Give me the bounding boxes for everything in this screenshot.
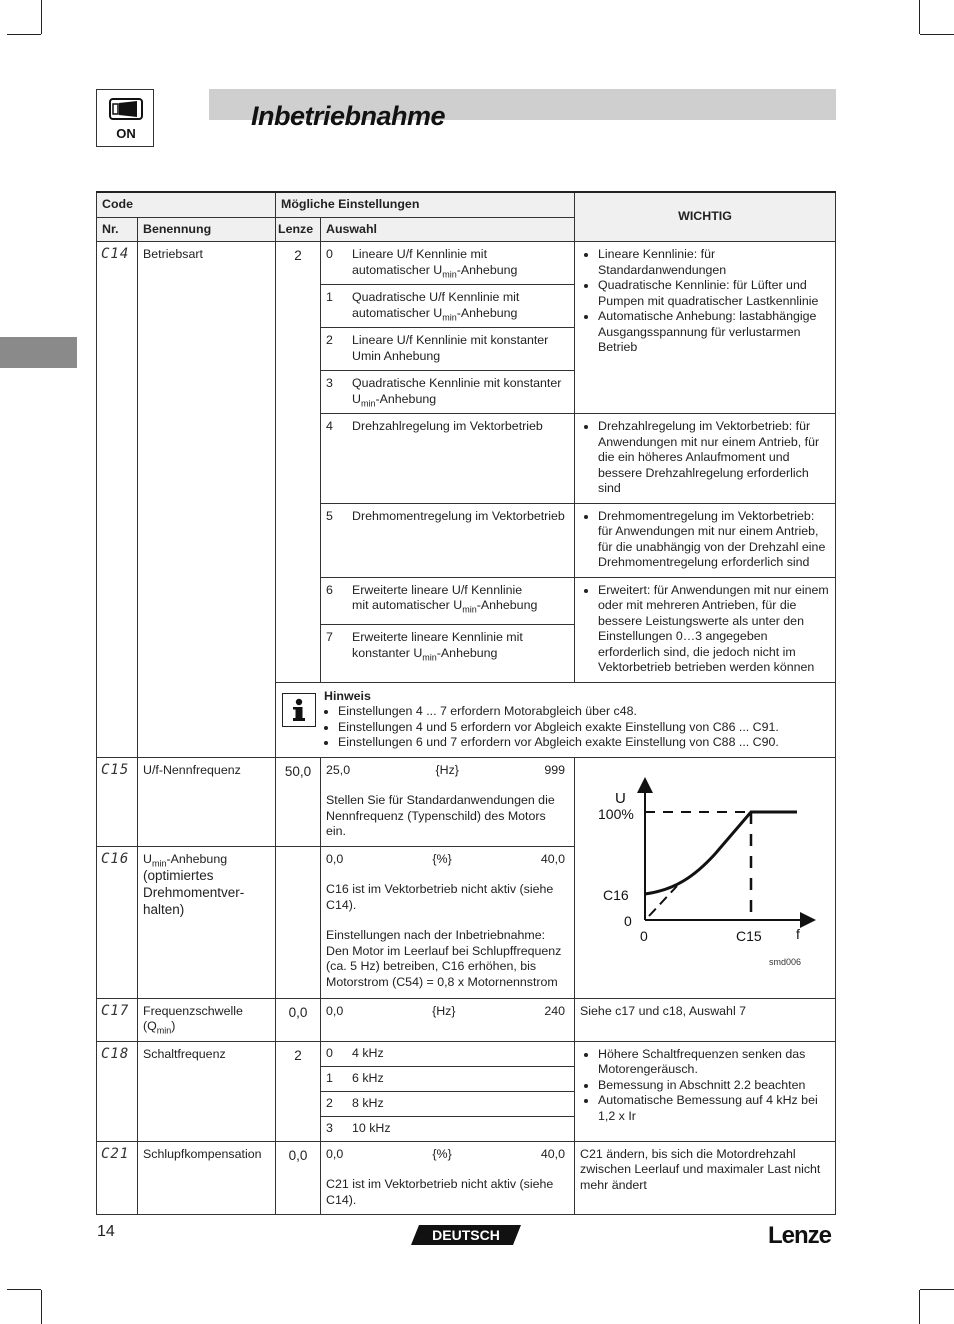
- important-c18: • Höhere Schaltfrequenzen senken das Motorengeräusch. • Bemessung in Abschnitt 2.2 beachten • Automatische Bemessung auf 4 kHz bei 1,2 x Ir: [575, 1041, 836, 1141]
- option-c14-4: 4 Drehzahlregelung im Vektorbetrieb: [321, 414, 575, 504]
- graph-zero-y: 0: [624, 912, 632, 929]
- choice-c15: 25,0 {Hz} 999 Stellen Sie für Standardanwendungen die Nennfrequenz (Typenschild) des Motors ein.: [321, 757, 575, 846]
- page-title: Inbetriebnahme: [251, 101, 446, 131]
- hint-item: • Einstellungen 4 und 5 erfordern vor Abgleich exakte Einstellung von C86 ... C91.: [338, 720, 830, 736]
- important-c21: C21 ändern, bis sich die Motordrehzahl zwischen Leerlauf und maximaler Last nicht mehr ändert: [575, 1141, 836, 1215]
- on-label: ON: [116, 126, 136, 141]
- crop-mark: [7, 1289, 41, 1290]
- crop-mark: [919, 1290, 920, 1324]
- important-c14-torque: • Drehmomentregelung im Vektorbetrieb: für Anwendungen mit nur einem Antrieb, für die unabhängig von der Drehzahl eine Drehmomentregelung erforderlich sind: [575, 503, 836, 577]
- code-c14: C14: [97, 242, 138, 758]
- name-c14: Betriebsart: [138, 242, 276, 758]
- parameter-table: [96, 191, 836, 1215]
- name-c18: Schaltfrequenz: [138, 1041, 276, 1141]
- hint-item: • Einstellungen 4 ... 7 erfordern Motorabgleich über c48.: [338, 704, 830, 720]
- header-important: WICHTIG: [575, 192, 836, 242]
- crop-mark: [920, 34, 954, 35]
- important-c14-extended: • Erweitert: für Anwendungen mit nur einem oder mit mehreren Antrieben, für die bessere Leistungswerte als unter den Einstellungen 0…3 angegeben erforderlich sind, die jedoch nicht im Vektorbetrieb betrieben werden können: [575, 577, 836, 682]
- graph-f-label: f: [796, 925, 800, 942]
- crop-mark: [919, 0, 920, 34]
- option-c14-3: 3 Quadratische Kennlinie mit konstanter $U_{min}$-Anhebung: [321, 371, 575, 414]
- lenze-logo: Lenze: [768, 1222, 832, 1249]
- graph-u-label: U: [615, 789, 626, 807]
- code-c16: C16: [97, 846, 138, 998]
- chapter-tab: [0, 337, 77, 368]
- option-c18-1: 1 6 kHz: [321, 1066, 575, 1091]
- lenze-c15: 50,0: [276, 757, 321, 846]
- crop-mark: [41, 1290, 42, 1324]
- page-number: 14: [97, 1223, 115, 1240]
- uf-characteristic-graph: [575, 757, 836, 998]
- important-c14-curves: • Lineare Kennlinie: für Standardanwendungen • Quadratische Kennlinie: für Lüfter und Pumpen mit quadratischer Lastkennlinie • Automatische Anhebung: lastabhängige Ausgangsspannung für verlustarmen Betrieb: [575, 242, 836, 414]
- code-c21: C21: [97, 1141, 138, 1215]
- crop-mark: [41, 0, 42, 34]
- header-name: Benennung: [138, 217, 276, 242]
- hint-item: • Einstellungen 6 und 7 erfordern vor Abgleich exakte Einstellung von C88 ... C90.: [338, 735, 830, 751]
- lenze-c21: 0,0: [276, 1141, 321, 1215]
- choice-c16: 0,0 {%} 40,0 C16 ist im Vektorbetrieb nicht aktiv (siehe C14). Einstellungen nach der Inbetriebnahme: Den Motor im Leerlauf bei Schlupffrequenz (ca. 5 Hz) betreiben, C16 erhöhen, bis Motorstrom (C54) = 0,8 x Motornennstrom: [321, 846, 575, 998]
- name-c21: Schlupfkompensation: [138, 1141, 276, 1215]
- language-badge: [411, 1225, 521, 1245]
- power-on-icon: [96, 89, 154, 147]
- header-code: Code: [97, 192, 276, 217]
- code-c15: C15: [97, 757, 138, 846]
- lenze-c18: 2: [276, 1041, 321, 1141]
- option-c14-2: 2 Lineare U/f Kennlinie mit konstanter Umin Anhebung: [321, 328, 575, 371]
- name-c15: U/f-Nennfrequenz: [138, 757, 276, 846]
- graph-zero-x: 0: [640, 927, 648, 944]
- code-c18: C18: [97, 1041, 138, 1141]
- header-choice: Auswahl: [321, 217, 575, 242]
- option-c14-6: 6 Erweiterte lineare U/f Kennlinie mit automatischer $U_{min}$-Anhebung: [321, 577, 575, 625]
- option-c18-3: 3 10 kHz: [321, 1116, 575, 1141]
- choice-c21: 0,0 {%} 40,0 C21 ist im Vektorbetrieb nicht aktiv (siehe C14).: [321, 1141, 575, 1215]
- language-label: DEUTSCH: [432, 1227, 500, 1243]
- hint-box: [276, 682, 836, 757]
- code-c17: C17: [97, 998, 138, 1041]
- name-c16: $U_{min}$-Anhebung (optimiertes Drehmomentver-halten): [138, 846, 276, 998]
- header-nr: Nr.: [97, 217, 138, 242]
- important-c14-speed: • Drehzahlregelung im Vektorbetrieb: für Anwendungen mit nur einem Antrieb, für die ein höheres Anlaufmoment und bessere Drehzahlregelung erforderlich sind: [575, 414, 836, 504]
- crop-mark: [920, 1289, 954, 1290]
- graph-c15-label: C15: [736, 927, 762, 944]
- header-settings: Mögliche Einstellungen: [276, 192, 575, 217]
- option-c14-7: 7 Erweiterte lineare Kennlinie mit konstanter $U_{min}$-Anhebung: [321, 625, 575, 682]
- option-c14-1: 1 Quadratische U/f Kennlinie mit automatischer $U_{min}$-Anhebung: [321, 285, 575, 328]
- option-c18-2: 2 8 kHz: [321, 1091, 575, 1116]
- lenze-c14: 2: [276, 242, 321, 683]
- graph-c16-label: C16: [603, 886, 629, 903]
- name-c17: Frequenzschwelle $(Q_{min})$: [138, 998, 276, 1041]
- lenze-c17: 0,0: [276, 998, 321, 1041]
- option-c14-5: 5 Drehmomentregelung im Vektorbetrieb: [321, 503, 575, 577]
- graph-100-label: 100%: [598, 805, 634, 822]
- option-c14-0: 0 Lineare U/f Kennlinie mit automatischer $U_{min}$-Anhebung: [321, 242, 575, 285]
- hint-title: Hinweis: [324, 688, 371, 703]
- choice-c17: 0,0 {Hz} 240: [321, 998, 575, 1041]
- important-c17: Siehe c17 und c18, Auswahl 7: [575, 998, 836, 1041]
- info-icon: [282, 693, 316, 727]
- option-c18-0: 0 4 kHz: [321, 1041, 575, 1066]
- lenze-c16: [276, 846, 321, 998]
- graph-ref: smd006: [769, 956, 802, 967]
- crop-mark: [7, 34, 41, 35]
- header-lenze: Lenze: [276, 217, 321, 242]
